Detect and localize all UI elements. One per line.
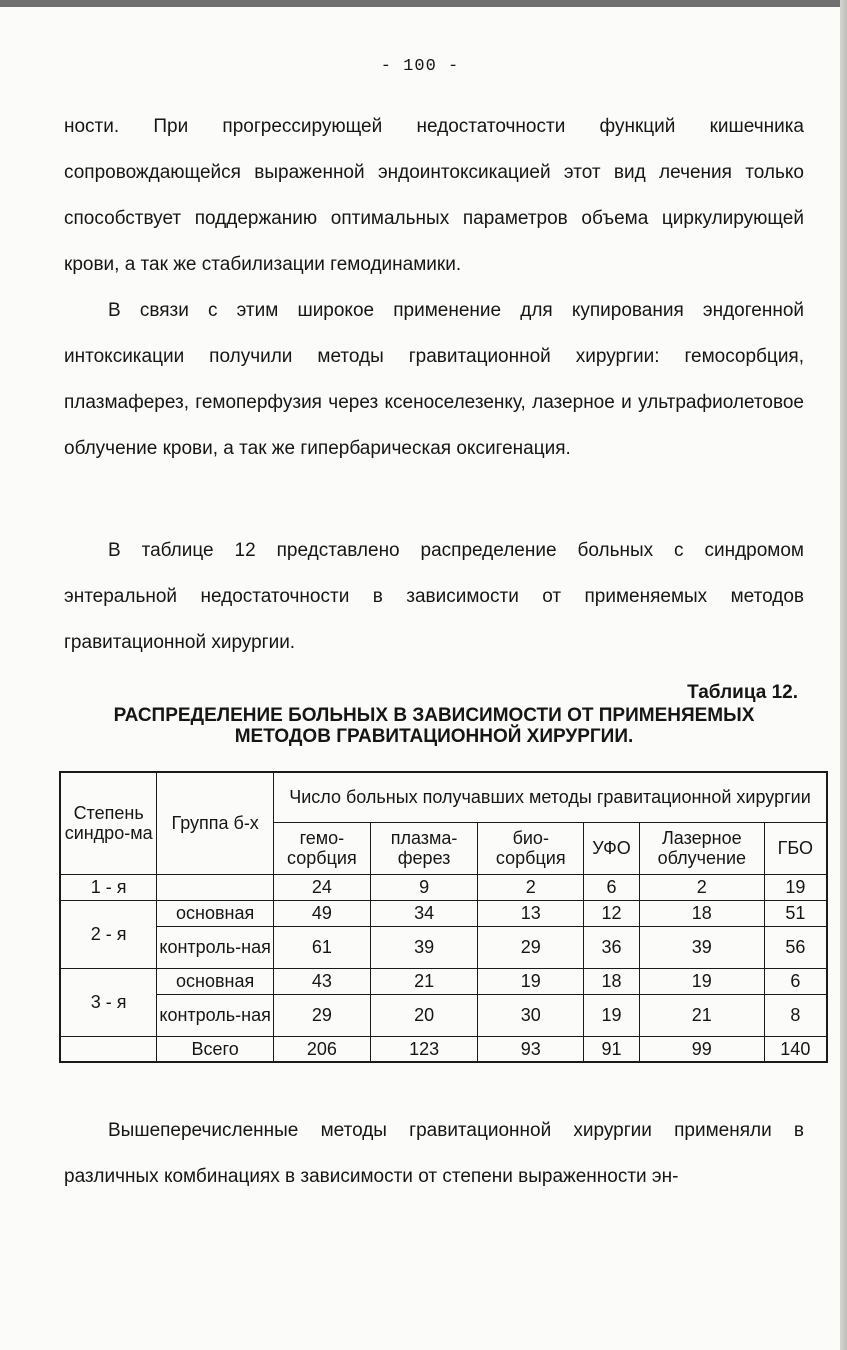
page-edge-shadow xyxy=(840,0,847,1350)
paragraph-2: В связи с этим широкое применение для купирования эндогенной интоксикации получили методы гравитационной хирургии: гемосорбция, плазмаферез, гемоперфузия через ксеноселезенку, лазерное и ультрафиолетовое облучение крови, а так же гипербарическая оксигенация. xyxy=(64,300,804,459)
cell-value: 18 xyxy=(639,900,764,926)
table-caption: Таблица 12. xyxy=(687,682,798,703)
cell-value: 56 xyxy=(764,926,827,968)
cell-value: 9 xyxy=(370,874,478,900)
cell-value: 19 xyxy=(764,874,827,900)
cell-value: 140 xyxy=(764,1036,827,1062)
table-title-line-1: РАСПРЕДЕЛЕНИЕ БОЛЬНЫХ В ЗАВИСИМОСТИ ОТ ПРИМЕНЯЕМЫХ xyxy=(113,705,755,726)
data-table xyxy=(59,771,828,1063)
cell-value: 21 xyxy=(639,994,764,1036)
cell-value: 43 xyxy=(273,968,370,994)
cell-group: контроль-ная xyxy=(157,994,274,1036)
cell-degree: 2 - я xyxy=(60,900,157,968)
cell-value: 20 xyxy=(370,994,478,1036)
cell-value: 19 xyxy=(478,968,584,994)
cell-value: 21 xyxy=(370,968,478,994)
cell-value: 24 xyxy=(273,874,370,900)
header-laser: Лазерное облучение xyxy=(639,822,764,874)
cell-value: 2 xyxy=(478,874,584,900)
cell-value: 6 xyxy=(764,968,827,994)
header-biosorption: био-сорбция xyxy=(478,822,584,874)
cell-value: 123 xyxy=(370,1036,478,1062)
header-group: Группа б-х xyxy=(157,772,274,874)
cell-degree xyxy=(60,1036,157,1062)
cell-value: 36 xyxy=(584,926,640,968)
cell-value: 12 xyxy=(584,900,640,926)
cell-value: 61 xyxy=(273,926,370,968)
table-row xyxy=(60,874,827,900)
cell-value: 13 xyxy=(478,900,584,926)
cell-value: 206 xyxy=(273,1036,370,1062)
cell-group: основная xyxy=(157,968,274,994)
header-degree: Степень синдро-ма xyxy=(60,772,157,874)
table-title-line-2: МЕТОДОВ ГРАВИТАЦИОННОЙ ХИРУРГИИ. xyxy=(234,726,634,747)
cell-value: 2 xyxy=(639,874,764,900)
table-row xyxy=(60,900,827,926)
cell-value: 91 xyxy=(584,1036,640,1062)
header-methods: Число больных получавших методы гравитационной хирургии xyxy=(273,772,827,822)
cell-value: 8 xyxy=(764,994,827,1036)
cell-value: 51 xyxy=(764,900,827,926)
cell-value: 99 xyxy=(639,1036,764,1062)
cell-value: 19 xyxy=(584,994,640,1036)
header-gbo: ГБО xyxy=(764,822,827,874)
table-row xyxy=(60,926,827,968)
cell-value: 18 xyxy=(584,968,640,994)
cell-value: 19 xyxy=(639,968,764,994)
cell-group: Всего xyxy=(157,1036,274,1062)
cell-value: 30 xyxy=(478,994,584,1036)
cell-value: 93 xyxy=(478,1036,584,1062)
cell-value: 29 xyxy=(478,926,584,968)
cell-value: 6 xyxy=(584,874,640,900)
paragraph-4: Вышеперечисленные методы гравитационной хирургии применяли в различных комбинациях в зависимости от степени выраженности эн- xyxy=(64,1120,804,1187)
cell-value: 49 xyxy=(273,900,370,926)
cell-group: основная xyxy=(157,900,274,926)
table-row xyxy=(60,994,827,1036)
cell-value: 29 xyxy=(273,994,370,1036)
cell-group: контроль-ная xyxy=(157,926,274,968)
paragraph-1: ности. При прогрессирующей недостаточности функций кишечника сопровождающейся выраженной эндоинтоксикацией этот вид лечения только способствует поддержанию оптимальных параметров объема циркулирующей крови, а так же стабилизации гемодинамики. xyxy=(64,116,804,275)
table-title xyxy=(64,705,804,747)
paragraph-3: В таблице 12 представлено распределение больных с синдромом энтеральной недостаточности в зависимости от применяемых методов гравитационной хирургии. xyxy=(64,540,804,653)
table-row xyxy=(60,1036,827,1062)
page-number: - 100 - xyxy=(380,57,460,76)
cell-degree: 1 - я xyxy=(60,874,157,900)
cell-value: 34 xyxy=(370,900,478,926)
header-plasmapheresis: плазма-ферез xyxy=(370,822,478,874)
cell-group xyxy=(157,874,274,900)
header-hemosorption: гемо-сорбция xyxy=(273,822,370,874)
table-row xyxy=(60,968,827,994)
cell-value: 39 xyxy=(639,926,764,968)
cell-degree: 3 - я xyxy=(60,968,157,1036)
header-ufo: УФО xyxy=(584,822,640,874)
cell-value: 39 xyxy=(370,926,478,968)
